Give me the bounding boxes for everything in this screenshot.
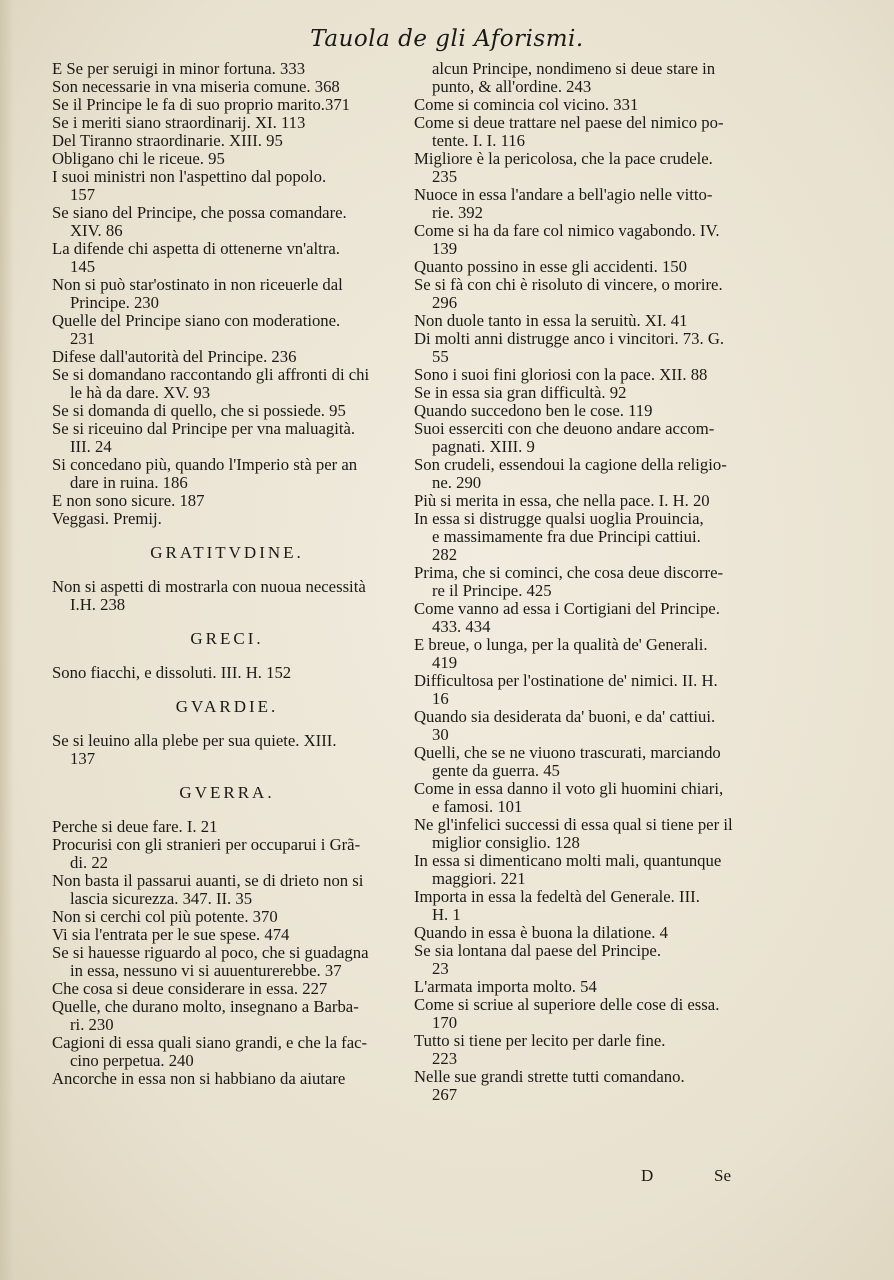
index-entry-continuation: 433. 434 (432, 618, 491, 636)
index-entry: Più si merita in essa, che nella pace. I. H. 20 (414, 492, 710, 510)
index-entry-continuation: 30 (432, 726, 449, 744)
index-entry: Se sia lontana dal paese del Principe. (414, 942, 661, 960)
index-entry: Procurisi con gli stranieri per occuparui i Grã- (52, 836, 361, 854)
index-entry: Se si domandano raccontando gli affronti di chi (52, 366, 370, 384)
index-entry-continuation: in essa, nessuno vi si auuenturerebbe. 37 (70, 962, 342, 980)
index-entry-continuation: 231 (70, 330, 96, 348)
index-entry: Quelle, che durano molto, insegnano a Barba- (52, 998, 359, 1016)
index-entry-continuation: di. 22 (70, 854, 109, 872)
index-entry-continuation: alcun Principe, nondimeno si deue stare in (432, 60, 716, 78)
index-entry-continuation: 267 (432, 1086, 458, 1104)
index-entry-continuation: 23 (432, 960, 449, 978)
index-entry: Se i meriti siano straordinarij. XI. 113 (52, 114, 306, 132)
index-entry: Migliore è la pericolosa, che la pace crudele. (414, 150, 713, 168)
index-entry: Se in essa sia gran difficultà. 92 (414, 384, 627, 402)
index-entry: Obligano chi le riceue. 95 (52, 150, 225, 168)
index-entry: La difende chi aspetta di ottenerne vn'altra. (52, 240, 340, 258)
index-entry: Se si leuino alla plebe per sua quiete. XIII. (52, 732, 337, 750)
index-entry-continuation: 223 (432, 1050, 458, 1068)
index-entry: Quelle del Principe siano con moderatione. (52, 312, 341, 330)
index-entry-continuation: 157 (70, 186, 96, 204)
index-entry-continuation: gente da guerra. 45 (432, 762, 560, 780)
index-entry: Quanto possino in esse gli accidenti. 150 (414, 258, 687, 276)
index-entry: Quando in essa è buona la dilatione. 4 (414, 924, 668, 942)
index-entry: Non duole tanto in essa la seruitù. XI. 41 (414, 312, 688, 330)
index-entry-continuation: re il Principe. 425 (432, 582, 552, 600)
index-entry: In essa si distrugge qualsi uoglia Prouincia, (414, 510, 704, 528)
index-entry: E Se per seruigi in minor fortuna. 333 (52, 60, 306, 78)
index-entry: Ancorche in essa non si habbiano da aiutare (52, 1070, 346, 1088)
index-entry: Sono i suoi fini gloriosi con la pace. XII. 88 (414, 366, 708, 384)
index-entry-continuation: ri. 230 (70, 1016, 114, 1034)
index-entry-continuation: H. 1 (432, 906, 461, 924)
index-entry-continuation: punto, & all'ordine. 243 (432, 78, 592, 96)
index-entry-continuation: XIV. 86 (70, 222, 123, 240)
index-entry: I suoi ministri non l'aspettino dal popolo. (52, 168, 327, 186)
index-entry-continuation: 139 (432, 240, 458, 258)
section-heading: GRECI. (190, 629, 264, 648)
index-entry: Quelli, che se ne viuono trascurati, marciando (414, 744, 721, 762)
index-entry-continuation: tente. I. I. 116 (432, 132, 525, 150)
index-column-left (52, 60, 402, 1088)
index-entry: L'armata importa molto. 54 (414, 978, 597, 996)
index-entry-continuation: e massimamente fra due Principi cattiui. (432, 528, 701, 546)
index-entry: Non si può star'ostinato in non riceuerle dal (52, 276, 343, 294)
index-entry: Come in essa danno il voto gli huomini chiari, (414, 780, 724, 798)
index-entry: Non basta il passarui auanti, se di drieto non si (52, 872, 364, 890)
index-entry: In essa si dimenticano molti mali, quantunque (414, 852, 722, 870)
index-entry: Come si deue trattare nel paese del nimico po- (414, 114, 724, 132)
index-entry: Son crudeli, essendoui la cagione della religio- (414, 456, 727, 474)
index-entry-continuation: Principe. 230 (70, 294, 159, 312)
index-entry: Se si domanda di quello, che si possiede. 95 (52, 402, 346, 420)
index-entry: Non si aspetti di mostrarla con nuoua necessità (52, 578, 366, 596)
index-column-right (414, 60, 764, 1104)
index-entry: Ne gl'infelici successi di essa qual si tiene per il (414, 816, 733, 834)
index-entry-continuation: rie. 392 (432, 204, 483, 222)
section-heading: GRATITVDINE. (150, 543, 304, 562)
index-entry: Sono fiacchi, e dissoluti. III. H. 152 (52, 664, 292, 682)
index-entry-continuation: e famosi. 101 (432, 798, 523, 816)
index-entry: E breue, o lunga, per la qualità de' Generali. (414, 636, 708, 654)
index-entry: Come si comincia col vicino. 331 (414, 96, 639, 114)
index-entry-continuation: III. 24 (70, 438, 112, 456)
index-entry: Quando sia desiderata da' buoni, e da' cattiui. (414, 708, 716, 726)
index-entry-continuation: 282 (432, 546, 458, 564)
index-entry-continuation: dare in ruina. 186 (70, 474, 188, 492)
index-entry: Nuoce in essa l'andare a bell'agio nelle vitto- (414, 186, 713, 204)
index-entry: Tutto si tiene per lecito per darle fine. (414, 1032, 666, 1050)
index-entry-continuation: maggiori. 221 (432, 870, 526, 888)
index-entry-continuation: 170 (432, 1014, 458, 1032)
section-heading: GVARDIE. (175, 697, 279, 716)
index-entry: Come vanno ad essa i Cortigiani del Principe. (414, 600, 720, 618)
index-entry: Importa in essa la fedeltà del Generale. III. (414, 888, 700, 906)
index-entry: Se si fà con chi è risoluto di vincere, o morire. (414, 276, 723, 294)
index-entry: Di molti anni distrugge anco i vincitori. 73. G. (414, 330, 725, 348)
index-entry: Difese dall'autorità del Principe. 236 (52, 348, 297, 366)
index-entry: Del Tiranno straordinarie. XIII. 95 (52, 132, 283, 150)
index-entry-continuation: 137 (70, 750, 96, 768)
index-entry: Non si cerchi col più potente. 370 (52, 908, 278, 926)
index-entry-continuation: cino perpetua. 240 (70, 1052, 194, 1070)
index-entry-continuation: 55 (432, 348, 449, 366)
index-entry: Nelle sue grandi strette tutti comandano. (414, 1068, 685, 1086)
index-entry-continuation: 16 (432, 690, 449, 708)
index-entry: Come si ha da fare col nimico vagabondo. IV. (414, 222, 720, 240)
index-entry-continuation: lascia sicurezza. 347. II. 35 (70, 890, 253, 908)
index-entry: Suoi esserciti con che deuono andare accom- (414, 420, 715, 438)
index-entry: E non sono sicure. 187 (52, 492, 205, 510)
index-entry: Cagioni di essa quali siano grandi, e che la fac- (52, 1034, 368, 1052)
index-entry: Vi sia l'entrata per le sue spese. 474 (52, 926, 290, 944)
index-entry: Prima, che si cominci, che cosa deue discorre- (414, 564, 724, 582)
index-entry-continuation: 419 (432, 654, 458, 672)
index-entry-continuation: miglior consiglio. 128 (432, 834, 580, 852)
index-entry: Come si scriue al superiore delle cose di essa. (414, 996, 720, 1014)
index-entry: Se il Principe le fa di suo proprio marito.371 (52, 96, 351, 114)
index-entry: Quando succedono ben le cose. 119 (414, 402, 653, 420)
index-entry: Son necessarie in vna miseria comune. 368 (52, 78, 340, 96)
index-entry: Veggasi. Premij. (52, 510, 162, 528)
index-entry: Difficultosa per l'ostinatione de' nimici. II. H. (414, 672, 718, 690)
index-entry-continuation: le hà da dare. XV. 93 (70, 384, 211, 402)
catchword: Se (714, 1166, 731, 1185)
running-head: Tauola de gli Aforismi. (310, 26, 584, 52)
index-entry: Che cosa si deue considerare in essa. 227 (52, 980, 328, 998)
index-entry-continuation: I.H. 238 (70, 596, 126, 614)
index-entry: Si concedano più, quando l'Imperio stà per an (52, 456, 358, 474)
section-heading: GVERRA. (179, 783, 275, 802)
page-footer (0, 1166, 894, 1188)
index-entry: Se si riceuino dal Principe per vna maluagità. (52, 420, 356, 438)
index-entry-continuation: pagnati. XIII. 9 (432, 438, 535, 456)
index-entry: Perche si deue fare. I. 21 (52, 818, 218, 836)
index-entry-continuation: 296 (432, 294, 458, 312)
index-entry-continuation: 145 (70, 258, 96, 276)
index-entry-continuation: 235 (432, 168, 458, 186)
index-entry-continuation: ne. 290 (432, 474, 482, 492)
index-entry: Se siano del Principe, che possa comandare. (52, 204, 347, 222)
signature-mark: D (641, 1166, 654, 1185)
index-entry: Se si hauesse riguardo al poco, che si guadagna (52, 944, 369, 962)
